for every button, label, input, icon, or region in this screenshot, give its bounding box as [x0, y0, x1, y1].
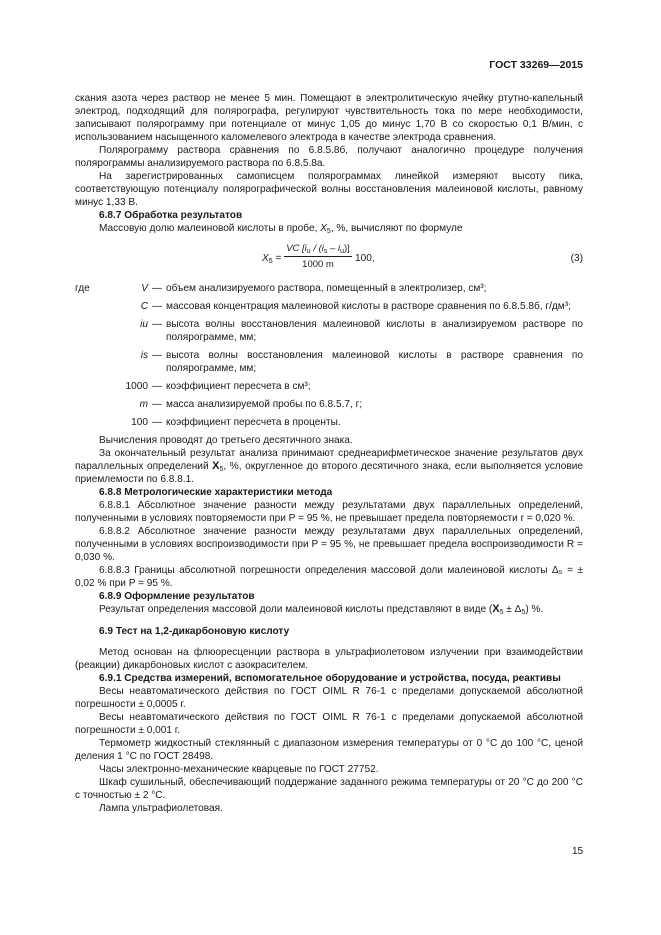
- mean-symbol: X: [212, 460, 220, 472]
- formula-tail: 100,: [355, 253, 375, 264]
- s688-p2: 6.8.8.2 Абсолютное значение разности между результатами двух параллельных определений, полученными в условиях воспроизводимости при P = 95 %, не превышает предела воспроизводимости R = 0,030 %.: [75, 526, 583, 563]
- where-symbol: 1000: [125, 381, 148, 392]
- where-sym-is: is: [140, 350, 148, 361]
- where-symbol: 100: [131, 417, 148, 428]
- num-u: u: [306, 248, 311, 255]
- where-lead-empty: [75, 416, 103, 429]
- equipment-item: Весы неавтоматического действия по ГОСТ OIML R 76-1 с пределами допускаемой абсолютной погрешности ± 0,001 г.: [75, 712, 583, 736]
- s688-p1: 6.8.8.1 Абсолютное значение разности между результатами двух параллельных определений, полученными в условиях повторяемости при P = 95 %, не превышает предела повторяемости r = 0,020 %.: [75, 500, 583, 524]
- where-row: [75, 300, 583, 313]
- s689-text: [75, 603, 583, 616]
- formula-number: (3): [570, 253, 583, 264]
- formula-denominator: 1000 m: [302, 259, 334, 270]
- s689-text-b: ± Δ: [503, 604, 522, 615]
- section-heading-691: 6.9.1 Средства измерений, вспомогательное оборудование и устройства, посуда, реактивы: [99, 673, 561, 684]
- where-dash: —: [151, 399, 163, 410]
- final-result-paragraph: [75, 447, 583, 486]
- where-symbol: [103, 282, 148, 295]
- equipment-item: Шкаф сушильный, обеспечивающий поддержание заданного режима температуры от 20 °C до 200 °C с точностью ± 2 °C.: [75, 777, 583, 801]
- where-row: [75, 282, 583, 295]
- where-dash: —: [151, 319, 163, 330]
- where-sym-c: C: [140, 301, 148, 312]
- section-heading-689: 6.8.9 Оформление результатов: [99, 591, 255, 602]
- intro-paragraph: На зарегистрированных самописцем полярограммах линейкой измеряют высоту пика, соответствующую потенциалу полярографической волны восстановления малеиновой кислоты, равному минус 1,33 В.: [75, 171, 583, 208]
- equipment-item: Термометр жидкостный стеклянный с диапазоном измерения температуры от 0 °C до 100 °C, ценой деления 1 °C по ГОСТ 28498.: [75, 738, 583, 762]
- where-dash: —: [151, 301, 163, 312]
- s688-p3: 6.8.8.3 Границы абсолютной погрешности определения массовой доли малеиновой кислоты Δ₅ = ± 0,02 % при P = 95 %.: [75, 565, 583, 589]
- num-u2: u: [340, 248, 344, 255]
- s687-text-b: , %, вычисляют по формуле: [330, 223, 463, 234]
- equipment-item: Весы неавтоматического действия по ГОСТ OIML R 76-1 с пределами допускаемой абсолютной погрешности ± 0,0005 г.: [75, 686, 583, 710]
- where-dash: —: [151, 417, 163, 428]
- where-lead-empty: [75, 349, 103, 375]
- where-symbol: [103, 349, 148, 375]
- where-lead-empty: [75, 300, 103, 313]
- where-row: [75, 349, 583, 375]
- s69-p1: Метод основан на флюоресценции раствора в ультрафиолетовом излучении при взаимодействии (реакции) дикарбоновых кислот с азокрасителем.: [75, 647, 583, 671]
- where-text: масса анализируемой пробы по 6.8.5.7, г;: [166, 399, 363, 410]
- s689-sub2: 5: [521, 609, 526, 616]
- section-heading-688: 6.8.8 Метрологические характеристики метода: [99, 487, 333, 498]
- mean-sub: 5: [219, 466, 224, 473]
- where-row: [75, 416, 583, 429]
- page-number: 15: [572, 846, 584, 857]
- where-symbol: [103, 398, 148, 411]
- num-c: – i: [327, 243, 341, 254]
- equipment-item: Лампа ультрафиолетовая.: [99, 803, 223, 814]
- where-row: [75, 398, 583, 411]
- section-heading-687: 6.8.7 Обработка результатов: [99, 210, 243, 221]
- where-text: объем анализируемого раствора, помещенный в электролизер, см³;: [166, 283, 487, 294]
- formula-lhs: [262, 252, 281, 265]
- where-lead-empty: [75, 380, 103, 393]
- s689-text-a: Результат определения массовой доли малеиновой кислоты представляют в виде (: [99, 604, 493, 615]
- where-lead-empty: [75, 318, 103, 344]
- num-a: VC [i: [286, 243, 307, 254]
- calc-note: Вычисления проводят до третьего десятичного знака.: [99, 435, 353, 446]
- section-heading-69: 6.9 Тест на 1,2-дикарбоновую кислоту: [99, 626, 290, 637]
- where-row: [75, 380, 583, 393]
- where-dash: —: [151, 283, 163, 294]
- num-b: / (i: [310, 243, 324, 254]
- s687-symbol: X: [320, 223, 327, 234]
- s687-text: [75, 222, 583, 235]
- formula-numerator: [284, 242, 352, 257]
- where-dash: —: [151, 350, 163, 361]
- num-d: )]: [343, 243, 350, 254]
- formula-equals: =: [272, 253, 282, 264]
- where-text: коэффициент пересчета в см³;: [166, 381, 311, 392]
- final-text-a: За окончательный результат анализа принимают среднеарифметическое значение результатов двух параллельных определений: [75, 448, 583, 472]
- where-lead-empty: [75, 398, 103, 411]
- where-row: [75, 318, 583, 344]
- equipment-item: Часы электронно-механические кварцевые по ГОСТ 27752.: [99, 764, 379, 775]
- s689-symbol: X: [492, 603, 500, 615]
- where-sym-iu: iu: [140, 319, 148, 330]
- where-text: высота волны восстановления малеиновой кислоты в растворе сравнения по полярограмме, мм;: [166, 350, 583, 374]
- where-dash: —: [151, 381, 163, 392]
- s689-sub: 5: [499, 609, 504, 616]
- final-text-b: , %, округленное до второго десятичного знака, если выполняется условие приемлемости по 6.8.8.1.: [75, 461, 583, 485]
- where-symbol: [103, 318, 148, 344]
- where-sym-v: V: [141, 283, 148, 294]
- where-text: массовая концентрация малеиновой кислоты в растворе сравнения по 6.8.5.8б, г/дм³;: [166, 301, 571, 312]
- s689-text-c: ) %.: [525, 604, 544, 615]
- formula-3: [75, 242, 583, 276]
- where-sym-m: m: [139, 399, 148, 410]
- s687-text-a: Массовую долю малеиновой кислоты в пробе,: [99, 223, 321, 234]
- where-text: высота волны восстановления малеиновой кислоты в анализируемом растворе по полярограмме, мм;: [166, 319, 583, 343]
- intro-paragraph: Полярограмму раствора сравнения по 6.8.5.8б, получают аналогично процедуре получения полярограммы анализируемого раствора по 6.8.5.8а.: [75, 145, 583, 169]
- formula-fraction: [284, 242, 352, 271]
- where-symbol: [103, 300, 148, 313]
- num-s: s: [323, 248, 328, 255]
- formula-lhs-sub: 5: [268, 258, 273, 265]
- where-list: [75, 282, 583, 429]
- document-header: ГОСТ 33269—2015: [489, 59, 583, 71]
- where-text: коэффициент пересчета в проценты.: [166, 417, 341, 428]
- intro-paragraph: скания азота через раствор не менее 5 мин. Помещают в электролитическую ячейку ртутно-капельный электрод, подходящий для полярографа, регулируют чувствительность тока по мере необходимости, записывают полярограмму при потенциале от минус 1,05 до минус 1,70 В со скоростью 0,1 В/мин, с использованием насыщенного каломелевого электрода в качестве электрода сравнения.: [75, 93, 583, 143]
- formula-lhs-symbol: X: [262, 253, 269, 264]
- where-lead: где: [75, 283, 90, 294]
- s687-sub: 5: [326, 228, 331, 235]
- page-content: [75, 92, 583, 815]
